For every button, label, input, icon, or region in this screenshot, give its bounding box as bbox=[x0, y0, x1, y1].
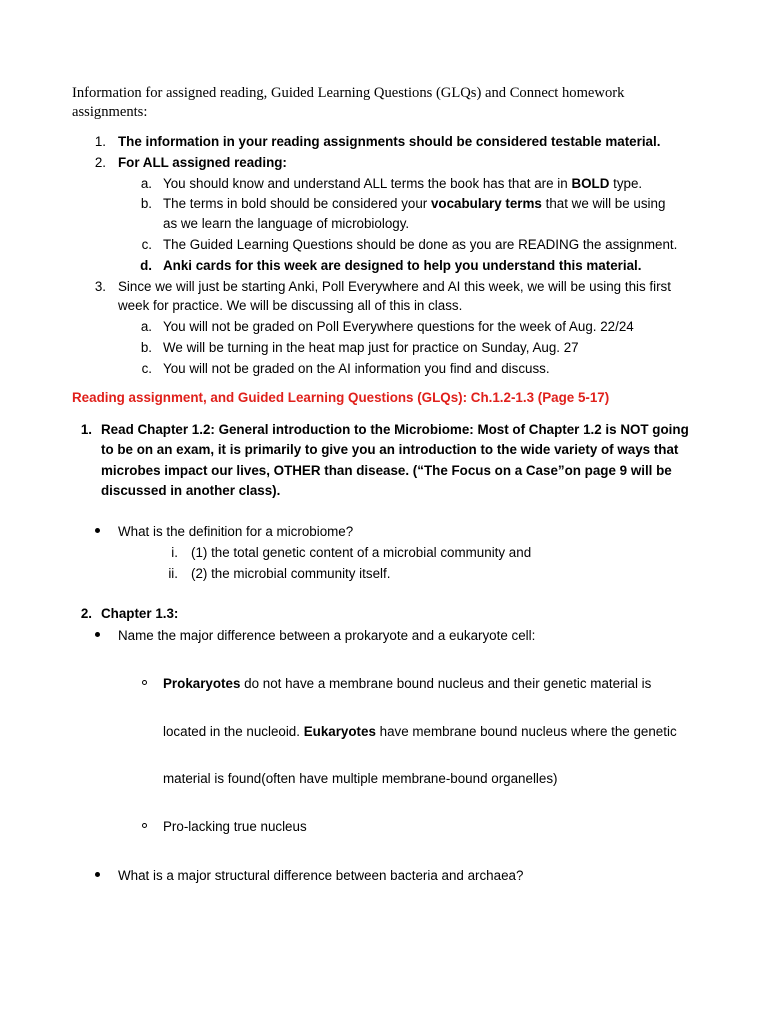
circle-bullet-icon bbox=[142, 823, 147, 828]
list1-item1-text: The information in your reading assignments should be considered testable material. bbox=[118, 134, 661, 149]
answer-ii-text: (2) the microbial community itself. bbox=[191, 566, 391, 581]
list2-item1-line2: to be on an exam, it is primarily to give you an introduction to the wide variety of ways that bbox=[101, 442, 679, 457]
list1-item2b-text: The terms in bold should be considered your vocabulary terms that we will be using bbox=[163, 196, 666, 211]
list1-item2-number: 2. bbox=[94, 155, 106, 170]
bullet-icon bbox=[95, 632, 100, 637]
list1-item2a-letter: a. bbox=[140, 176, 152, 191]
section-heading: Reading assignment, and Guided Learning Questions (GLQs): Ch.1.2-1.3 (Page 5-17) bbox=[72, 390, 610, 405]
list1-item3a-letter: a. bbox=[140, 319, 152, 334]
answer-i-text: (1) the total genetic content of a microbial community and bbox=[191, 545, 532, 560]
prokaryote-eukaryote-question: Name the major difference between a prokaryote and a eukaryote cell: bbox=[118, 628, 536, 643]
list1-item3-line1: Since we will just be starting Anki, Poll Everywhere and AI this week, we will be using this first bbox=[118, 279, 671, 294]
list2-item2-heading: Chapter 1.3: bbox=[101, 606, 179, 621]
answer1-line3: material is found(often have multiple membrane-bound organelles) bbox=[163, 771, 558, 786]
microbiome-question: What is the definition for a microbiome? bbox=[118, 524, 354, 539]
intro-line-1: Information for assigned reading, Guided Learning Questions (GLQs) and Connect homework bbox=[72, 85, 625, 101]
answer-ii-numeral: ii. bbox=[168, 566, 178, 581]
list2-item1-line3: microbes impact our lives, OTHER than disease. (“The Focus on a Case”on page 9 will be bbox=[101, 463, 672, 478]
intro-line-2: assignments: bbox=[72, 104, 148, 120]
list1-item2-text: For ALL assigned reading: bbox=[118, 155, 287, 170]
intro-paragraph bbox=[72, 84, 672, 122]
list1-item2d-letter: d. bbox=[140, 258, 152, 273]
list2-item1-line4: discussed in another class). bbox=[101, 483, 281, 498]
list1-item2b-letter: b. bbox=[140, 196, 152, 211]
list1-item2d-text: Anki cards for this week are designed to help you understand this material. bbox=[163, 258, 642, 273]
list1-item3c-text: You will not be graded on the AI information you find and discuss. bbox=[163, 361, 550, 376]
list1-item1-number: 1. bbox=[94, 134, 106, 149]
bullet-icon bbox=[95, 528, 100, 533]
answer-i-numeral: i. bbox=[171, 545, 178, 560]
list2-item2-number: 2. bbox=[80, 606, 92, 621]
list1-item2c-letter: c. bbox=[141, 237, 152, 252]
circle-bullet-icon bbox=[142, 680, 147, 685]
list2-item1-line1: Read Chapter 1.2: General introduction to the Microbiome: Most of Chapter 1.2 is NOT going bbox=[101, 422, 689, 437]
list1-item3b-letter: b. bbox=[140, 340, 152, 355]
list1-item2a-text: You should know and understand ALL terms the book has that are in BOLD type. bbox=[163, 176, 643, 191]
bacteria-archaea-question: What is a major structural difference between bacteria and archaea? bbox=[118, 868, 524, 883]
list1-item3b-text: We will be turning in the heat map just for practice on Sunday, Aug. 27 bbox=[163, 340, 579, 355]
bullet-icon bbox=[95, 872, 100, 877]
list1-item3-number: 3. bbox=[94, 279, 106, 294]
answer1-line2: located in the nucleoid. Eukaryotes have membrane bound nucleus where the genetic bbox=[163, 724, 677, 739]
list2-item1-number: 1. bbox=[80, 422, 92, 437]
list1-item2c-text: The Guided Learning Questions should be done as you are READING the assignment. bbox=[163, 237, 678, 252]
answer2-text: Pro-lacking true nucleus bbox=[163, 819, 307, 834]
answer1-line1: Prokaryotes do not have a membrane bound nucleus and their genetic material is bbox=[163, 676, 652, 691]
list1-item2b-line2: as we learn the language of microbiology. bbox=[163, 216, 410, 231]
list1-item3a-text: You will not be graded on Poll Everywhere questions for the week of Aug. 22/24 bbox=[163, 319, 634, 334]
list1-item3c-letter: c. bbox=[141, 361, 152, 376]
list1-item3-line2: week for practice. We will be discussing all of this in class. bbox=[118, 298, 463, 313]
